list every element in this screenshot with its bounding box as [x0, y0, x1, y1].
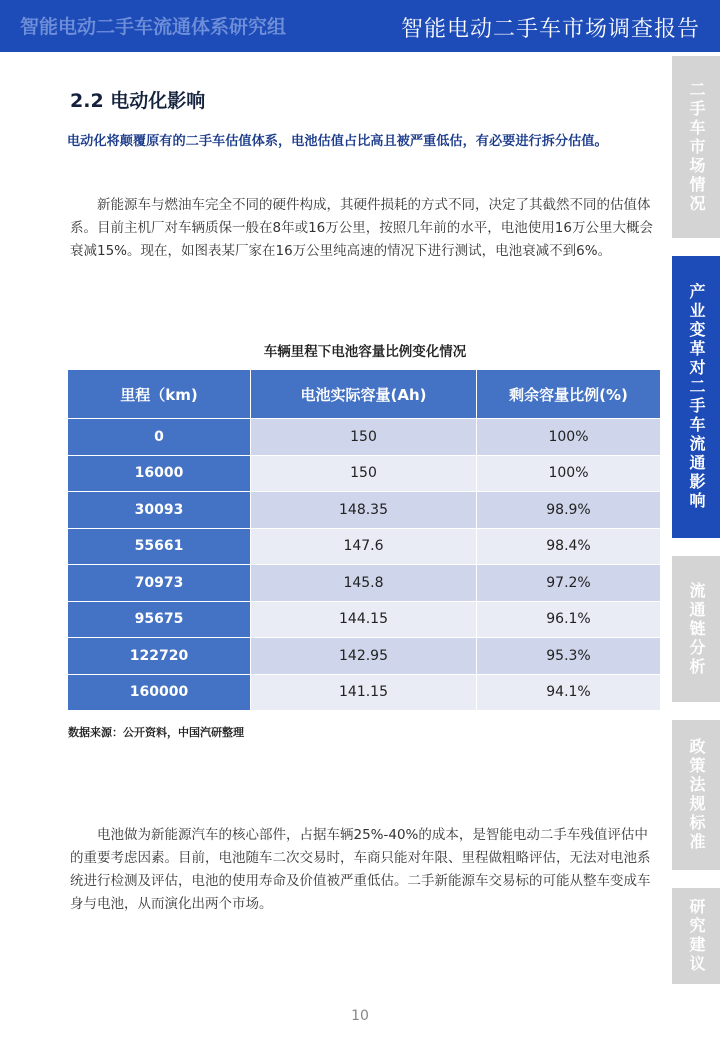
tab-industry-impact[interactable]: [672, 256, 720, 538]
tab-policy-standards[interactable]: [672, 720, 720, 870]
tab-label: 二手车市场情况: [687, 80, 706, 214]
data-source-note: 数据来源：公开资料，中国汽研整理: [68, 726, 244, 739]
tab-label: 流通链分析: [687, 581, 706, 677]
header-mileage: 里程（km): [68, 370, 251, 419]
page-header: [0, 0, 720, 52]
cell-ratio: 94.1%: [477, 674, 661, 711]
table-header-row: [68, 370, 661, 419]
tab-label: 政策法规标准: [687, 738, 706, 852]
section-lead: 电动化将颠覆原有的二手车估值体系，电池估值占比高且被严重低估，有必要进行拆分估值。: [67, 134, 608, 149]
tab-research-suggestions[interactable]: [672, 888, 720, 984]
table-row: [68, 419, 661, 456]
table-row: [68, 565, 661, 602]
cell-ratio: 95.3%: [477, 638, 661, 675]
table-row: [68, 455, 661, 492]
cell-capacity: 150: [251, 419, 477, 456]
tab-label: 产业变革对二手车流通影响: [687, 283, 706, 511]
cell-ratio: 100%: [477, 455, 661, 492]
body-paragraph-2: 电池做为新能源汽车的核心部件，占据车辆25%-40%的成本，是智能电动二手车残值评估中的重要考虑因素。目前，电池随车二次交易时，车商只能对年限、里程做粗略评估，无法对电池系统进行检测及评估，电池的使用寿命及价值被严重低估。二手新能源车交易标的可能从整车变成车身与电池，从而演化出两个市场。: [70, 827, 651, 912]
table-row: [68, 601, 661, 638]
cell-capacity: 144.15: [251, 601, 477, 638]
org-name: 智能电动二手车流通体系研究组: [20, 16, 287, 38]
cell-capacity: 141.15: [251, 674, 477, 711]
header-capacity: 电池实际容量(Ah): [251, 370, 477, 419]
report-title: 智能电动二手车市场调查报告: [400, 17, 700, 42]
header-ratio: 剩余容量比例(%): [477, 370, 661, 419]
cell-ratio: 100%: [477, 419, 661, 456]
battery-capacity-table: [67, 369, 661, 711]
cell-ratio: 96.1%: [477, 601, 661, 638]
cell-capacity: 142.95: [251, 638, 477, 675]
page-number: 10: [351, 1008, 369, 1024]
body-paragraph-1: 新能源车与燃油车完全不同的硬件构成，其硬件损耗的方式不同，决定了其截然不同的估值体系。目前主机厂对车辆质保一般在8年或16万公里，按照几年前的水平，电池使用16万公里大概会衰减15%。现在，如图表某厂家在16万公里纯高速的情况下进行测试，电池衰减不到6%。: [70, 197, 653, 259]
cell-mileage: 55661: [68, 528, 251, 565]
cell-capacity: 145.8: [251, 565, 477, 602]
cell-mileage: 0: [68, 419, 251, 456]
tab-label: 研究建议: [687, 898, 706, 974]
tab-market-situation[interactable]: [672, 56, 720, 238]
table-row: [68, 638, 661, 675]
cell-mileage: 30093: [68, 492, 251, 529]
cell-ratio: 97.2%: [477, 565, 661, 602]
table-caption: 车辆里程下电池容量比例变化情况: [263, 344, 467, 360]
cell-mileage: 160000: [68, 674, 251, 711]
section-title: 2.2 电动化影响: [70, 90, 206, 112]
cell-capacity: 148.35: [251, 492, 477, 529]
cell-mileage: 122720: [68, 638, 251, 675]
cell-mileage: 70973: [68, 565, 251, 602]
cell-capacity: 147.6: [251, 528, 477, 565]
cell-ratio: 98.4%: [477, 528, 661, 565]
table-row: [68, 492, 661, 529]
cell-mileage: 16000: [68, 455, 251, 492]
cell-ratio: 98.9%: [477, 492, 661, 529]
tab-circulation-chain[interactable]: [672, 556, 720, 702]
cell-mileage: 95675: [68, 601, 251, 638]
table-row: [68, 674, 661, 711]
table-row: [68, 528, 661, 565]
cell-capacity: 150: [251, 455, 477, 492]
